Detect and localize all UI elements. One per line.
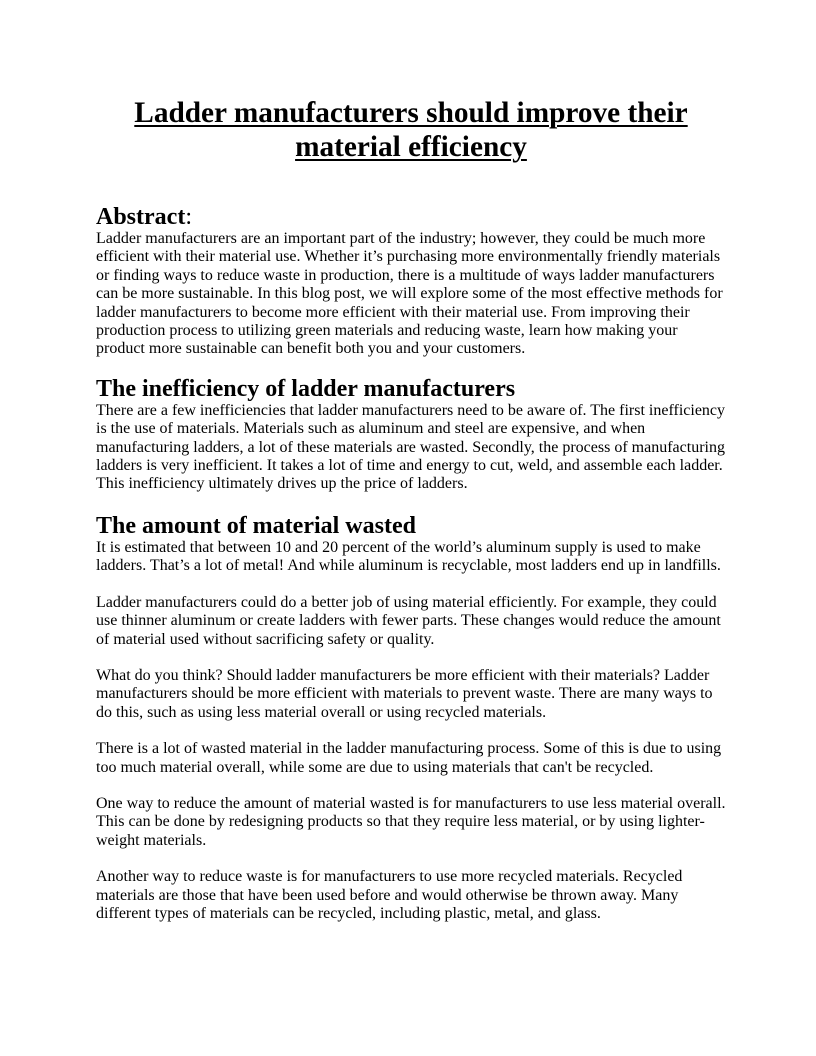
paragraph: Another way to reduce waste is for manufacturers to use more recycled materials. Recycled materials are those that have been used before and would otherwise be thrown away. Many different types of materials can be recycled, including plastic, metal, and glass. (96, 868, 683, 922)
abstract-heading-text: Abstract (96, 204, 186, 230)
spacer (96, 576, 726, 594)
paragraph: Ladder manufacturers could do a better job of using material efficiently. For example, they could use thinner aluminum or create ladders with fewer parts. These changes would reduce the amount of material used without sacrificing safety or quality. (96, 593, 721, 648)
document-title (96, 96, 726, 164)
spacer (96, 777, 726, 795)
paragraph: What do you think? Should ladder manufacturers be more efficient with their materials? Ladder manufacturers should be more efficient with materials to prevent waste. There are many ways to do this, such as using less material overall or using recycled materials. (96, 666, 713, 721)
abstract-heading-colon: : (185, 204, 192, 230)
paragraph: One way to reduce the amount of material wasted is for manufacturers to use less material overall. This can be done by redesigning products so that they require less material, or by using lighter-weight materials. (96, 794, 726, 849)
spacer (96, 850, 726, 868)
paragraph: There is a lot of wasted material in the ladder manufacturing process. Some of this is due to using too much material overall, while some are due to using materials that can't be recycled. (96, 740, 722, 776)
spacer (96, 722, 726, 740)
title-line-1: Ladder manufacturers should improve their (134, 97, 688, 129)
abstract-heading (96, 204, 726, 230)
paragraph: It is estimated that between 10 and 20 percent of the world’s aluminum supply is used to make ladders. That’s a lot of metal! And while aluminum is recyclable, most ladders end up in landfills. (96, 538, 721, 575)
document-page (96, 96, 726, 923)
title-line-2: material efficiency (295, 131, 527, 163)
section-body-inefficiency: There are a few inefficiencies that ladder manufacturers need to be aware of. The first inefficiency is the use of materials. Materials such as aluminum and steel are expensive, and when manufacturing ladders, a lot of these materials are wasted. Secondly, the process of manufacturing ladders is very inefficient. It takes a lot of time and energy to cut, weld, and assemble each ladder. This inefficiency ultimately drives up the price of ladders. (96, 401, 726, 493)
abstract-body: Ladder manufacturers are an important part of the industry; however, they could be much more efficient with their material use. Whether it’s purchasing more environmentally friendly materials or finding ways to reduce waste in production, there is a multitude of ways ladder manufacturers can be more sustainable. In this blog post, we will explore some of the most effective methods for ladder manufacturers to become more efficient with their material use. From improving their production process to utilizing green materials and reducing waste, learn how making your product more sustainable can benefit both you and your customers. (96, 230, 723, 358)
spacer (96, 494, 726, 513)
spacer (96, 649, 726, 667)
section-heading-inefficiency: The inefficiency of ladder manufacturers (96, 375, 516, 402)
section-heading-material-wasted: The amount of material wasted (96, 512, 416, 539)
spacer (96, 359, 726, 376)
